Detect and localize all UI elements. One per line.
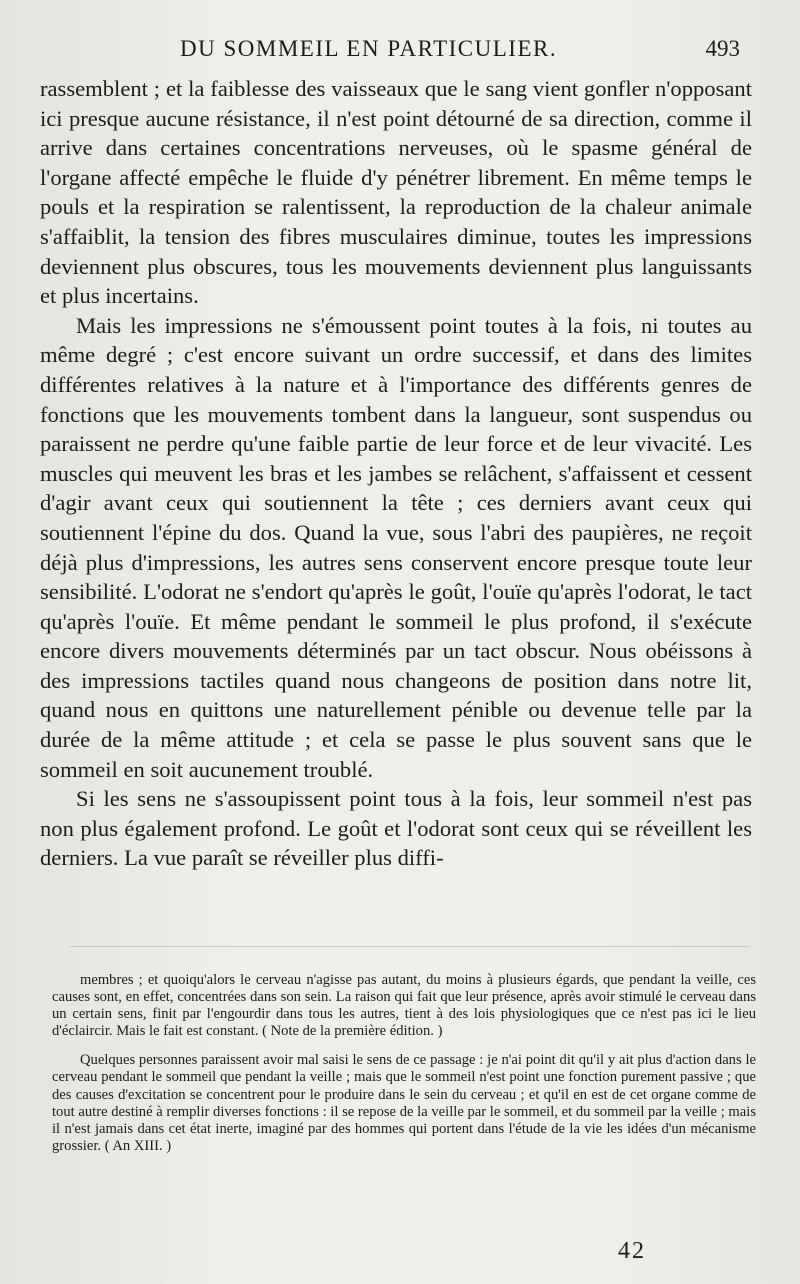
signature-mark: 42 xyxy=(618,1238,646,1264)
paragraph-2: Mais les impressions ne s'émoussent point toutes à la fois, ni toutes au même degré ; c'est encore suivant un ordre successif, et dans des limites différentes relatives à la nature et à l'importance des différents genres de fonctions que les mouvements tombent dans la langueur, sont suspendus ou paraissent ne perdre qu'une faible partie de leur force et de leur vivacité. Les muscles qui meuvent les bras et les jambes se relâchent, s'affaissent et cessent d'agir avant ceux qui soutiennent la tête ; ces derniers avant ceux qui soutiennent l'épine du dos. Quand la vue, sous l'abri des paupières, ne reçoit déjà plus d'impressions, les autres sens conservent encore presque toute leur sensibilité. L'odorat ne s'endort qu'après le goût, l'ouïe qu'après l'odorat, le tact qu'après l'ouïe. Et même pendant le sommeil le plus profond, il s'exécute encore divers mouvements déterminés par un tact obscur. Nous obéissons à des impressions tactiles quand nous changeons de position dans notre lit, quand nous en quittons une naturellement pénible ou devenue telle par la durée de la même attitude ; et cela se passe le plus souvent sans que le sommeil en soit aucunement troublé. xyxy=(40,312,752,782)
footnotes xyxy=(52,972,756,1155)
running-head: DU SOMMEIL EN PARTICULIER. xyxy=(180,36,558,61)
page-number: 493 xyxy=(705,36,740,61)
footnote-1: membres ; et quoiqu'alors le cerveau n'agisse pas autant, du moins à plusieurs égards, que pendant la veille, ces causes sont, en effet, concentrées dans son sein. La raison qui fait que leur présence, après avoir stimulé le cerveau dans un certain sens, finit par l'engourdir dans tous les autres, tient à des lois physiologiques que ce n'est pas ici le lieu d'éclaircir. Mais le fait est constant. ( Note de la première édition. ) xyxy=(52,972,756,1040)
page-header xyxy=(150,36,750,68)
main-text xyxy=(40,74,752,873)
footnote-2: Quelques personnes paraissent avoir mal saisi le sens de ce passage : je n'ai point dit qu'il y ait plus d'action dans le cerveau pendant le sommeil que pendant la veille ; mais que le sommeil n'est point une fonction purement passive ; que des causes d'excitation se concentrent pour le produire dans le sein du cerveau ; et qu'il en est de cet organe comme de tout autre destiné à remplir diverses fonctions : il se repose de la veille par le sommeil, et du sommeil par la veille ; mais il n'est jamais dans cet état inerte, imaginé par des hommes qui portent dans l'étude de la vie les idées d'un mécanisme grossier. ( An XIII. ) xyxy=(52,1052,756,1154)
paragraph-1: rassemblent ; et la faiblesse des vaisseaux que le sang vient gonfler n'opposant ici presque aucune résistance, il n'est point détourné de sa direction, comme il arrive dans certaines concentrations nerveuses, où le spasme général de l'organe affecté empêche le fluide d'y pénétrer librement. En même temps le pouls et la respiration se ralentissent, la reproduction de la chaleur animale s'affaiblit, la tension des fibres musculaires diminue, toutes les impressions deviennent plus obscures, tous les mouvements deviennent plus languissants et plus incertains. xyxy=(40,76,752,309)
paragraph-3: Si les sens ne s'assoupissent point tous à la fois, leur sommeil n'est pas non plus également profond. Le goût et l'odorat sont ceux qui se réveillent les derniers. La vue paraît se réveiller plus diffi- xyxy=(40,786,752,871)
footnote-divider xyxy=(70,946,750,947)
